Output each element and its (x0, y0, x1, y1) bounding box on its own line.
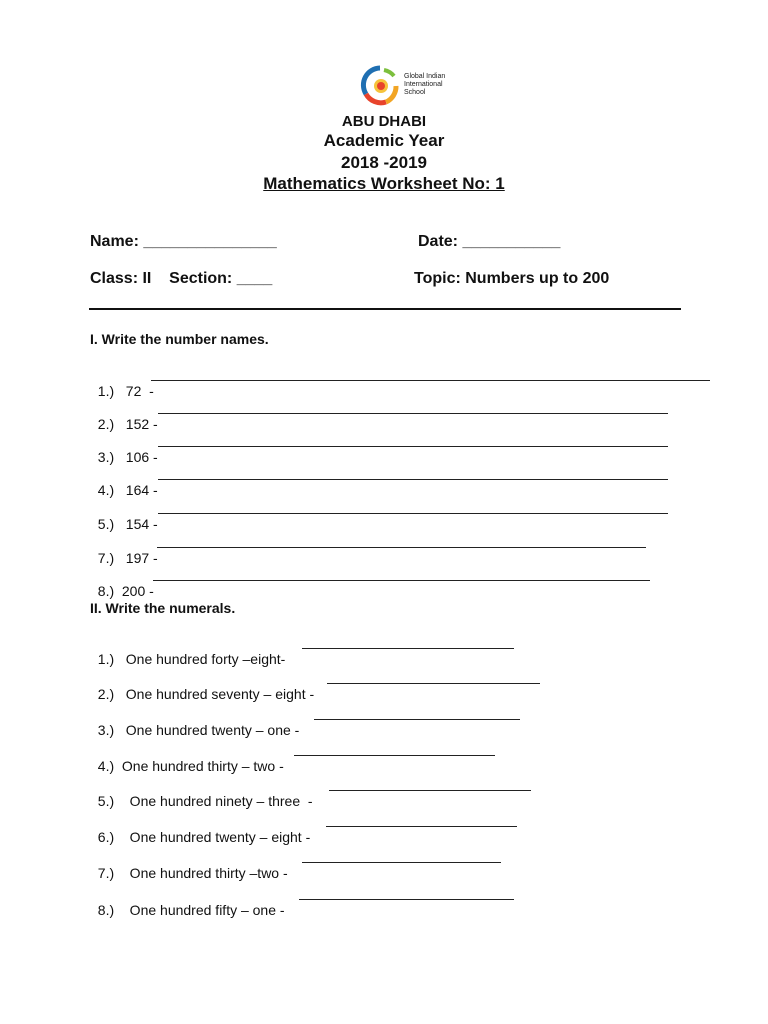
header-divider (89, 308, 681, 310)
city-heading: ABU DHABI (341, 113, 427, 130)
item-label: 1.) 72 - (97, 383, 154, 399)
date-field[interactable]: Date: ___________ (418, 233, 561, 250)
item-label: 8.) 200 - (97, 583, 154, 599)
item-label: 3.) One hundred twenty – one - (97, 722, 300, 738)
answer-blank[interactable] (299, 886, 514, 900)
logo-line: International (404, 81, 443, 88)
answer-blank[interactable] (158, 500, 668, 514)
item-label: 2.) One hundred seventy – eight - (97, 686, 315, 702)
item-label: 2.) 152 - (97, 416, 158, 432)
topic-label: Topic: Numbers up to 200 (414, 270, 610, 287)
answer-blank[interactable] (151, 367, 710, 381)
logo-line: School (404, 89, 426, 96)
academic-year-label: Academic Year (323, 131, 445, 150)
answer-blank[interactable] (302, 849, 501, 863)
item-label: 1.) One hundred forty –eight- (97, 651, 286, 667)
school-logo-icon (360, 64, 400, 106)
section-2-title: II. Write the numerals. (90, 600, 236, 616)
item-label: 7.) 197 - (97, 550, 158, 566)
item-label: 4.) One hundred thirty – two - (97, 758, 284, 774)
school-logo (360, 64, 470, 108)
item-label: 7.) One hundred thirty –two - (97, 865, 288, 881)
answer-blank[interactable] (158, 400, 668, 414)
answer-blank[interactable] (158, 466, 668, 480)
answer-blank[interactable] (294, 742, 495, 756)
academic-year: 2018 -2019 (340, 153, 428, 172)
item-label: 5.) One hundred ninety – three - (97, 793, 313, 809)
answer-blank[interactable] (314, 706, 520, 720)
class-section-field[interactable]: Class: II Section: ____ (90, 270, 273, 287)
item-label: 8.) One hundred fifty – one - (97, 902, 285, 918)
answer-blank[interactable] (326, 813, 517, 827)
answer-blank[interactable] (153, 567, 650, 581)
worksheet-title-text: Mathematics Worksheet No: 1 (263, 174, 505, 193)
list-item (90, 886, 285, 934)
answer-blank[interactable] (327, 670, 540, 684)
answer-blank[interactable] (329, 777, 531, 791)
item-label: 4.) 164 - (97, 482, 158, 498)
logo-wordmark (404, 73, 474, 97)
name-field[interactable]: Name: _______________ (90, 233, 277, 250)
answer-blank[interactable] (158, 433, 668, 447)
item-label: 6.) One hundred twenty – eight - (97, 829, 311, 845)
worksheet-title (0, 174, 768, 194)
logo-line: Global Indian (404, 73, 446, 80)
item-label: 5.) 154 - (97, 516, 158, 532)
item-label: 3.) 106 - (97, 449, 158, 465)
section-1-title: I. Write the number names. (90, 331, 269, 347)
answer-blank[interactable] (157, 534, 646, 548)
answer-blank[interactable] (302, 635, 514, 649)
